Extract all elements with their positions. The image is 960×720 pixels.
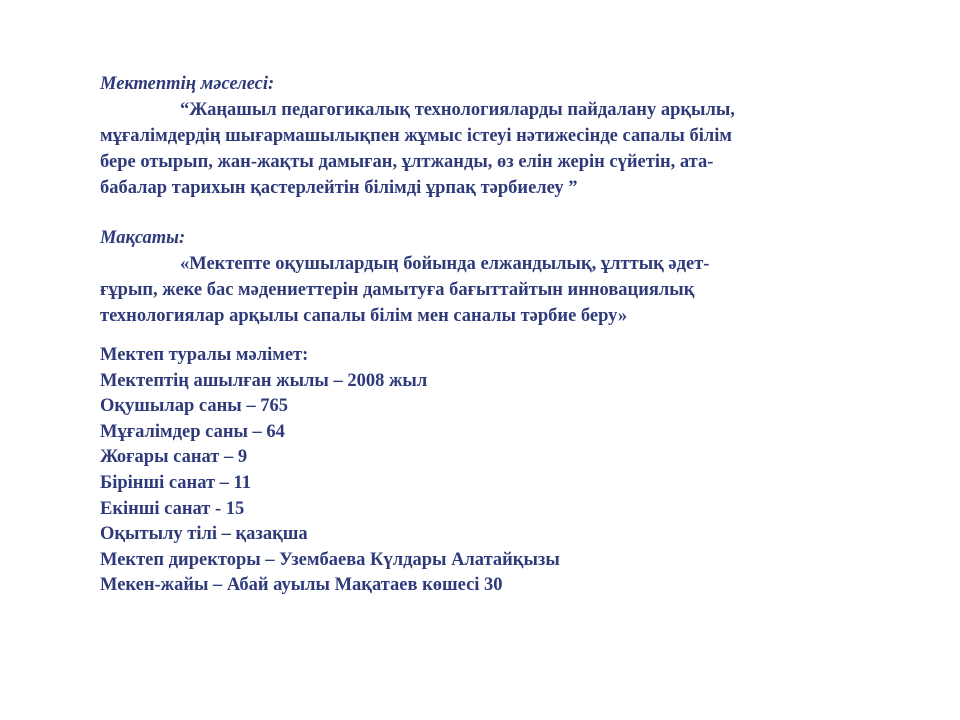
goal-line: ғұрып, жеке бас мәдениеттерін дамытуға бағыттайтын инновациялық — [100, 280, 695, 300]
problem-line: мұғалімдердің шығармашылықпен жұмыс істеуі нәтижесінде сапалы білім — [100, 126, 732, 146]
school-info-line: Оқушылар саны – 765 — [100, 396, 288, 417]
problem-line: “Жаңашыл педагогикалық технологияларды пайдалану арқылы, — [180, 100, 735, 120]
school-info-line: Екінші санат - 15 — [100, 498, 245, 519]
goal-heading: Мақсаты: — [100, 228, 186, 248]
school-info-line: Оқытылу тілі – қазақша — [100, 524, 308, 545]
school-info-line: Бірінші санат – 11 — [100, 472, 252, 493]
school-info-title: Мектеп туралы мәлімет: — [100, 345, 309, 365]
school-info-line: Мектептің ашылған жылы – 2008 жыл — [100, 370, 428, 391]
school-info-line: Жоғары санат – 9 — [100, 447, 248, 468]
problem-line: бере отырып, жан-жақты дамыған, ұлтжанды, өз елін жерін сүйетін, ата- — [100, 152, 714, 172]
problem-section — [100, 71, 860, 201]
school-info-line: Мекен-жайы – Абай ауылы Мақатаев көшесі 30 — [100, 575, 503, 596]
school-info-section — [100, 343, 860, 599]
school-info-line: Мұғалімдер саны – 64 — [100, 421, 285, 442]
goal-line: технологиялар арқылы сапалы білім мен саналы тәрбие беру» — [100, 306, 628, 326]
problem-heading: Мектептің мәселесі: — [100, 74, 275, 94]
school-info-line: Мектеп директоры – Узембаева Күлдары Алатайқызы — [100, 549, 560, 570]
problem-line: бабалар тарихын қастерлейтін білімді ұрпақ тәрбиелеу ” — [100, 178, 578, 198]
goal-section — [100, 225, 860, 329]
goal-line: «Мектепте оқушылардың бойында елжандылық, ұлттық әдет- — [180, 254, 710, 274]
